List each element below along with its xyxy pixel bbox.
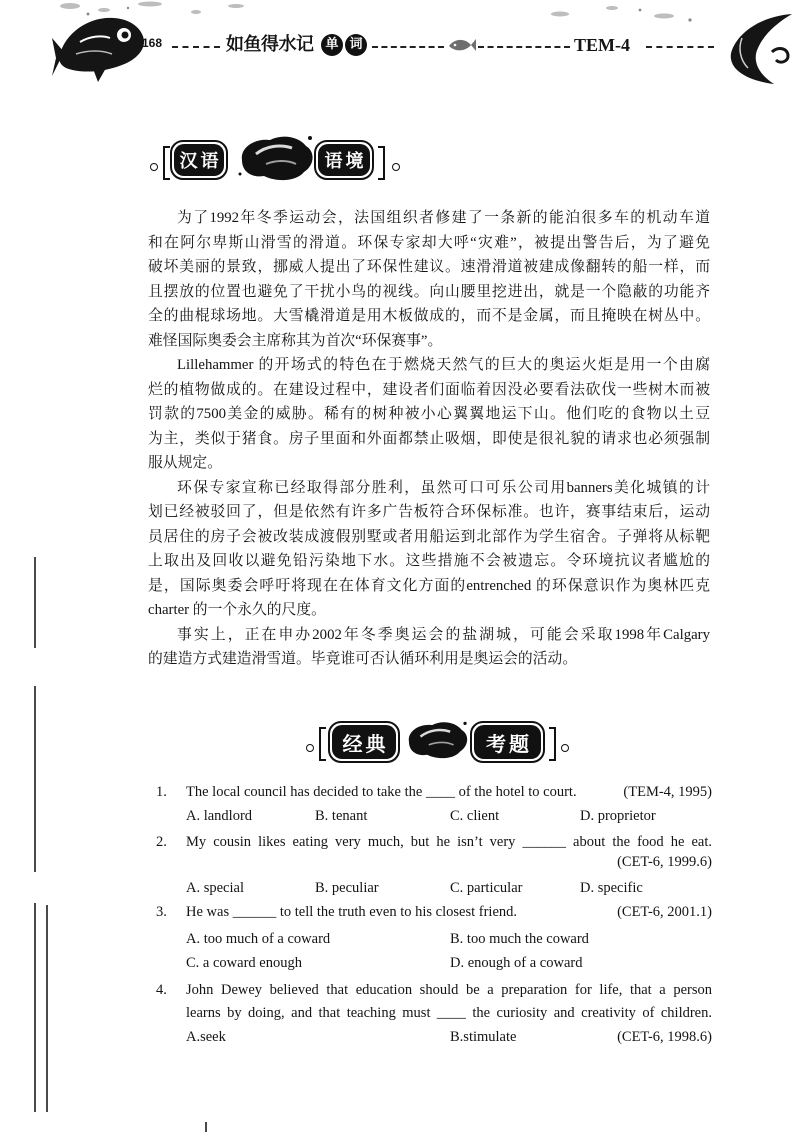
scan-margin-line (46, 905, 48, 1112)
option: A.seek (186, 1029, 226, 1045)
scan-margin-line (34, 557, 36, 648)
text-line: 是，国际奥委会呼吁将现在在体育文化方面的entrenched 的环保意识作为奥林匹克 (148, 577, 710, 594)
heading-box-left (170, 140, 228, 180)
book-title: 如鱼得水记 (226, 34, 314, 55)
question-number: 3. (156, 904, 167, 920)
text-line: 烂的植物做成的。在建设过程中，建设者们面临着因没必要看法砍伐一些树木而被 (148, 381, 710, 398)
option: B. too much the coward (450, 931, 589, 947)
heading-bracket-right (549, 727, 556, 761)
paragraph-1 (148, 206, 710, 353)
header-dash-line (478, 46, 570, 48)
option: A. special (186, 880, 244, 896)
question-source: (CET-6, 1998.6) (617, 1029, 712, 1045)
heading-dot (392, 163, 400, 171)
text-line: 服从规定。 (148, 455, 222, 471)
text-line: 环保专家宣称已经取得部分胜利，虽然可口可乐公司用banners美化城镇的计 (177, 479, 710, 496)
option: A. too much of a coward (186, 931, 331, 947)
fish-icon (52, 2, 147, 87)
option: C. particular (450, 880, 523, 896)
heading-bracket-left (319, 727, 326, 761)
text-line: 划已经被驳回了，但是依然有许多广告板符合环保标准。也许，赛事结束后，运动 (148, 504, 710, 520)
heading-bracket-right (378, 146, 385, 180)
question-stem (186, 902, 712, 922)
reading-passage (148, 206, 710, 672)
ink-splash-icon (236, 130, 316, 185)
text-line: 为了1992年冬季运动会，法国组织者修建了一条新的能泊很多车的机动车道 (177, 210, 710, 226)
paragraph-3 (148, 476, 710, 623)
text-line: 上取出及回收以避免铅污染地下水。这些措施不会被遗忘。令环境抗议者尴尬的 (148, 553, 710, 569)
heading-box-right (314, 140, 374, 180)
option: D. enough of a coward (450, 955, 583, 971)
question-source: (CET-6, 1999.6) (617, 854, 712, 870)
question-text-line: John Dewey believed that education should be a preparation for life, that a person (186, 982, 712, 998)
small-fish-icon (447, 36, 477, 56)
option: B. peculiar (315, 880, 379, 896)
header-dash-line (646, 46, 714, 48)
paragraph-4 (148, 623, 710, 672)
text-line: charter 的一个永久的尺度。 (148, 602, 326, 618)
heading-exam-questions: 考题 (474, 725, 541, 759)
text-line: Lillehammer 的开场式的特色在于燃烧天然气的巨大的奥运火炬是用一个由腐 (177, 357, 710, 373)
header-dash-line (372, 46, 444, 48)
question-number: 4. (156, 982, 167, 998)
exam-label: TEM-4 (574, 35, 630, 55)
heading-dot (150, 163, 158, 171)
option: A. landlord (186, 808, 253, 824)
text-line: 全的曲棍球场地。大雪橇滑道是用木板做成的，而不是金属，而且掩映在树丛中。 (148, 308, 710, 324)
scan-mark (205, 1122, 207, 1132)
text-line: 难怪国际奥委会主席称其为首次“环保赛事”。 (148, 332, 443, 349)
text-line: 事实上，正在申办2002年冬季奥运会的盐湖城，可能会采取1998年Calgary (177, 626, 710, 643)
question-text: The local council has decided to take the ____ of the hotel to court. (186, 784, 577, 800)
question-stem (186, 782, 712, 802)
scan-margin-line (34, 903, 36, 1112)
option: B.stimulate (450, 1029, 517, 1045)
heading-dot (561, 744, 569, 752)
option: C. a coward enough (186, 955, 302, 971)
title-badge-1: 单 (321, 34, 343, 56)
option: D. proprietor (580, 808, 656, 824)
question-number: 2. (156, 834, 167, 850)
header-dash-line (172, 46, 220, 48)
text-line: 且摆放的位置也避免了干扰小鸟的视线。向山腰里挖进出，就是一个隐蔽的功能齐 (148, 283, 710, 300)
option: D. specific (580, 880, 643, 896)
ink-swoosh-icon (712, 8, 800, 88)
question-source: (CET-6, 2001.1) (617, 904, 712, 920)
scan-margin-line (34, 686, 36, 872)
option: C. client (450, 808, 500, 824)
heading-box-left (328, 721, 400, 763)
text-line: 破坏美丽的景致，挪威人提出了环保性建议。速滑滑道被建成像翻转的船一样，而 (148, 259, 710, 275)
text-line: 为主，类似于猪食。房子里面和外面都禁止吸烟，即使是很礼貌的请求也必须强制 (148, 430, 710, 447)
text-line: 的建造方式建造滑雪道。毕竟谁可否认循环利用是奥运会的活动。 (148, 651, 578, 667)
option: B. tenant (315, 808, 368, 824)
text-line: 和在阿尔卑斯山滑雪的滑道。环保专家却大呼“灾难”，被提出警告后，为了避免 (148, 234, 710, 251)
heading-box-right (470, 721, 545, 763)
title-badge-2: 词 (345, 34, 367, 56)
heading-classic: 经典 (332, 725, 396, 759)
page-number: 168 (142, 36, 163, 50)
question-text: My cousin likes eating very much, but he isn’t very ______ about the food he eat. (186, 834, 712, 850)
question-source: (TEM-4, 1995) (623, 784, 712, 800)
heading-bracket-left (163, 146, 170, 180)
heading-context: 语境 (318, 144, 370, 176)
question-number: 1. (156, 784, 167, 800)
question-text: He was ______ to tell the truth even to his closest friend. (186, 904, 518, 920)
question-text-line: learns by doing, and that teaching must ____ the curiosity and creativity of children. (186, 1005, 712, 1021)
text-line: 罚款的7500美金的威胁。稀有的树种被小心翼翼地运下山。他们吃的食物以土豆 (148, 406, 710, 422)
ink-splash-icon (404, 712, 470, 767)
text-line: 员居住的房子会被改装成渡假别墅或者用船运到北部作为学生宿舍。子弹将从标靶 (148, 528, 710, 545)
paragraph-2 (148, 353, 710, 476)
heading-chinese: 汉语 (174, 144, 224, 176)
heading-dot (306, 744, 314, 752)
